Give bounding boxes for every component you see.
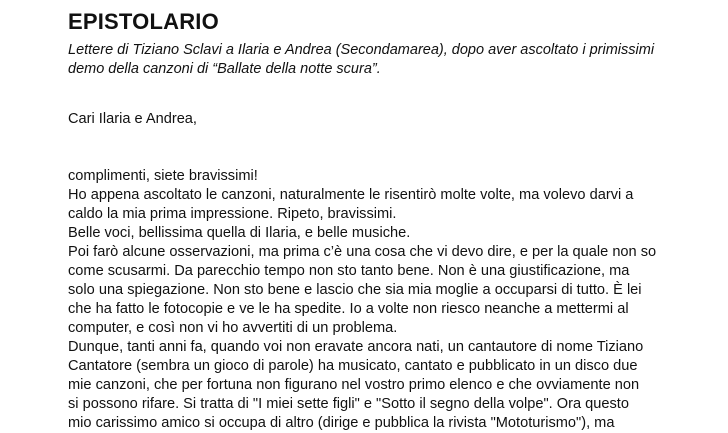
salutation: Cari Ilaria e Andrea, [68, 111, 197, 127]
body-line: mio carissimo amico si occupa di altro (dirige e pubblica la rivista "Mototurismo"), ma [68, 415, 615, 431]
body-line: mie canzoni, che per fortuna non figurano nel vostro primo elenco e che ovviamente non [68, 377, 640, 393]
body-line: Belle voci, bellissima quella di Ilaria, e belle musiche. [68, 225, 411, 241]
body-line: complimenti, siete bravissimi! [68, 168, 258, 184]
body-line: Cantatore (sembra un gioco di parole) ha musicato, cantato e pubblicato in un disco due [68, 358, 638, 374]
body-line: Ho appena ascoltato le canzoni, naturalmente le risentirò molte volte, ma volevo darvi a [68, 187, 634, 203]
paragraph-spacer [68, 129, 683, 148]
body-line: come scusarmi. Da parecchio tempo non sto tanto bene. Non è una giustificazione, ma [68, 263, 630, 279]
subtitle-line: Lettere di Tiziano Sclavi a Ilaria e Andrea (Secondamarea), dopo aver ascoltato i primissimi [68, 42, 655, 58]
body-line: Dunque, tanti anni fa, quando voi non eravate ancora nati, un cantautore di nome Tiziano [68, 339, 644, 355]
letter-body [68, 110, 683, 433]
body-line: solo una spiegazione. Non sto bene e lascio che sia mia moglie a occuparsi di tutto. È lei [68, 282, 642, 298]
body-line: caldo la mia prima impressione. Ripeto, bravissimi. [68, 206, 397, 222]
letter-subtitle [68, 41, 688, 79]
body-line: si possono rifare. Si tratta di "I miei sette figli" e "Sotto il segno della volpe". Ora questo [68, 396, 629, 412]
body-line: computer, e così non vi ho avvertiti di un problema. [68, 320, 398, 336]
subtitle-line: demo della canzoni di “Ballate della notte scura”. [68, 61, 381, 77]
paragraph-spacer [68, 148, 683, 167]
page-title: EPISTOLARIO [68, 9, 219, 34]
body-line: Poi farò alcune osservazioni, ma prima c’è una cosa che vi devo dire, e per la quale non so [68, 244, 657, 260]
body-line: che ha fatto le fotocopie e ve le ha spedite. Io a volte non riesco neanche a mettermi al [68, 301, 629, 317]
